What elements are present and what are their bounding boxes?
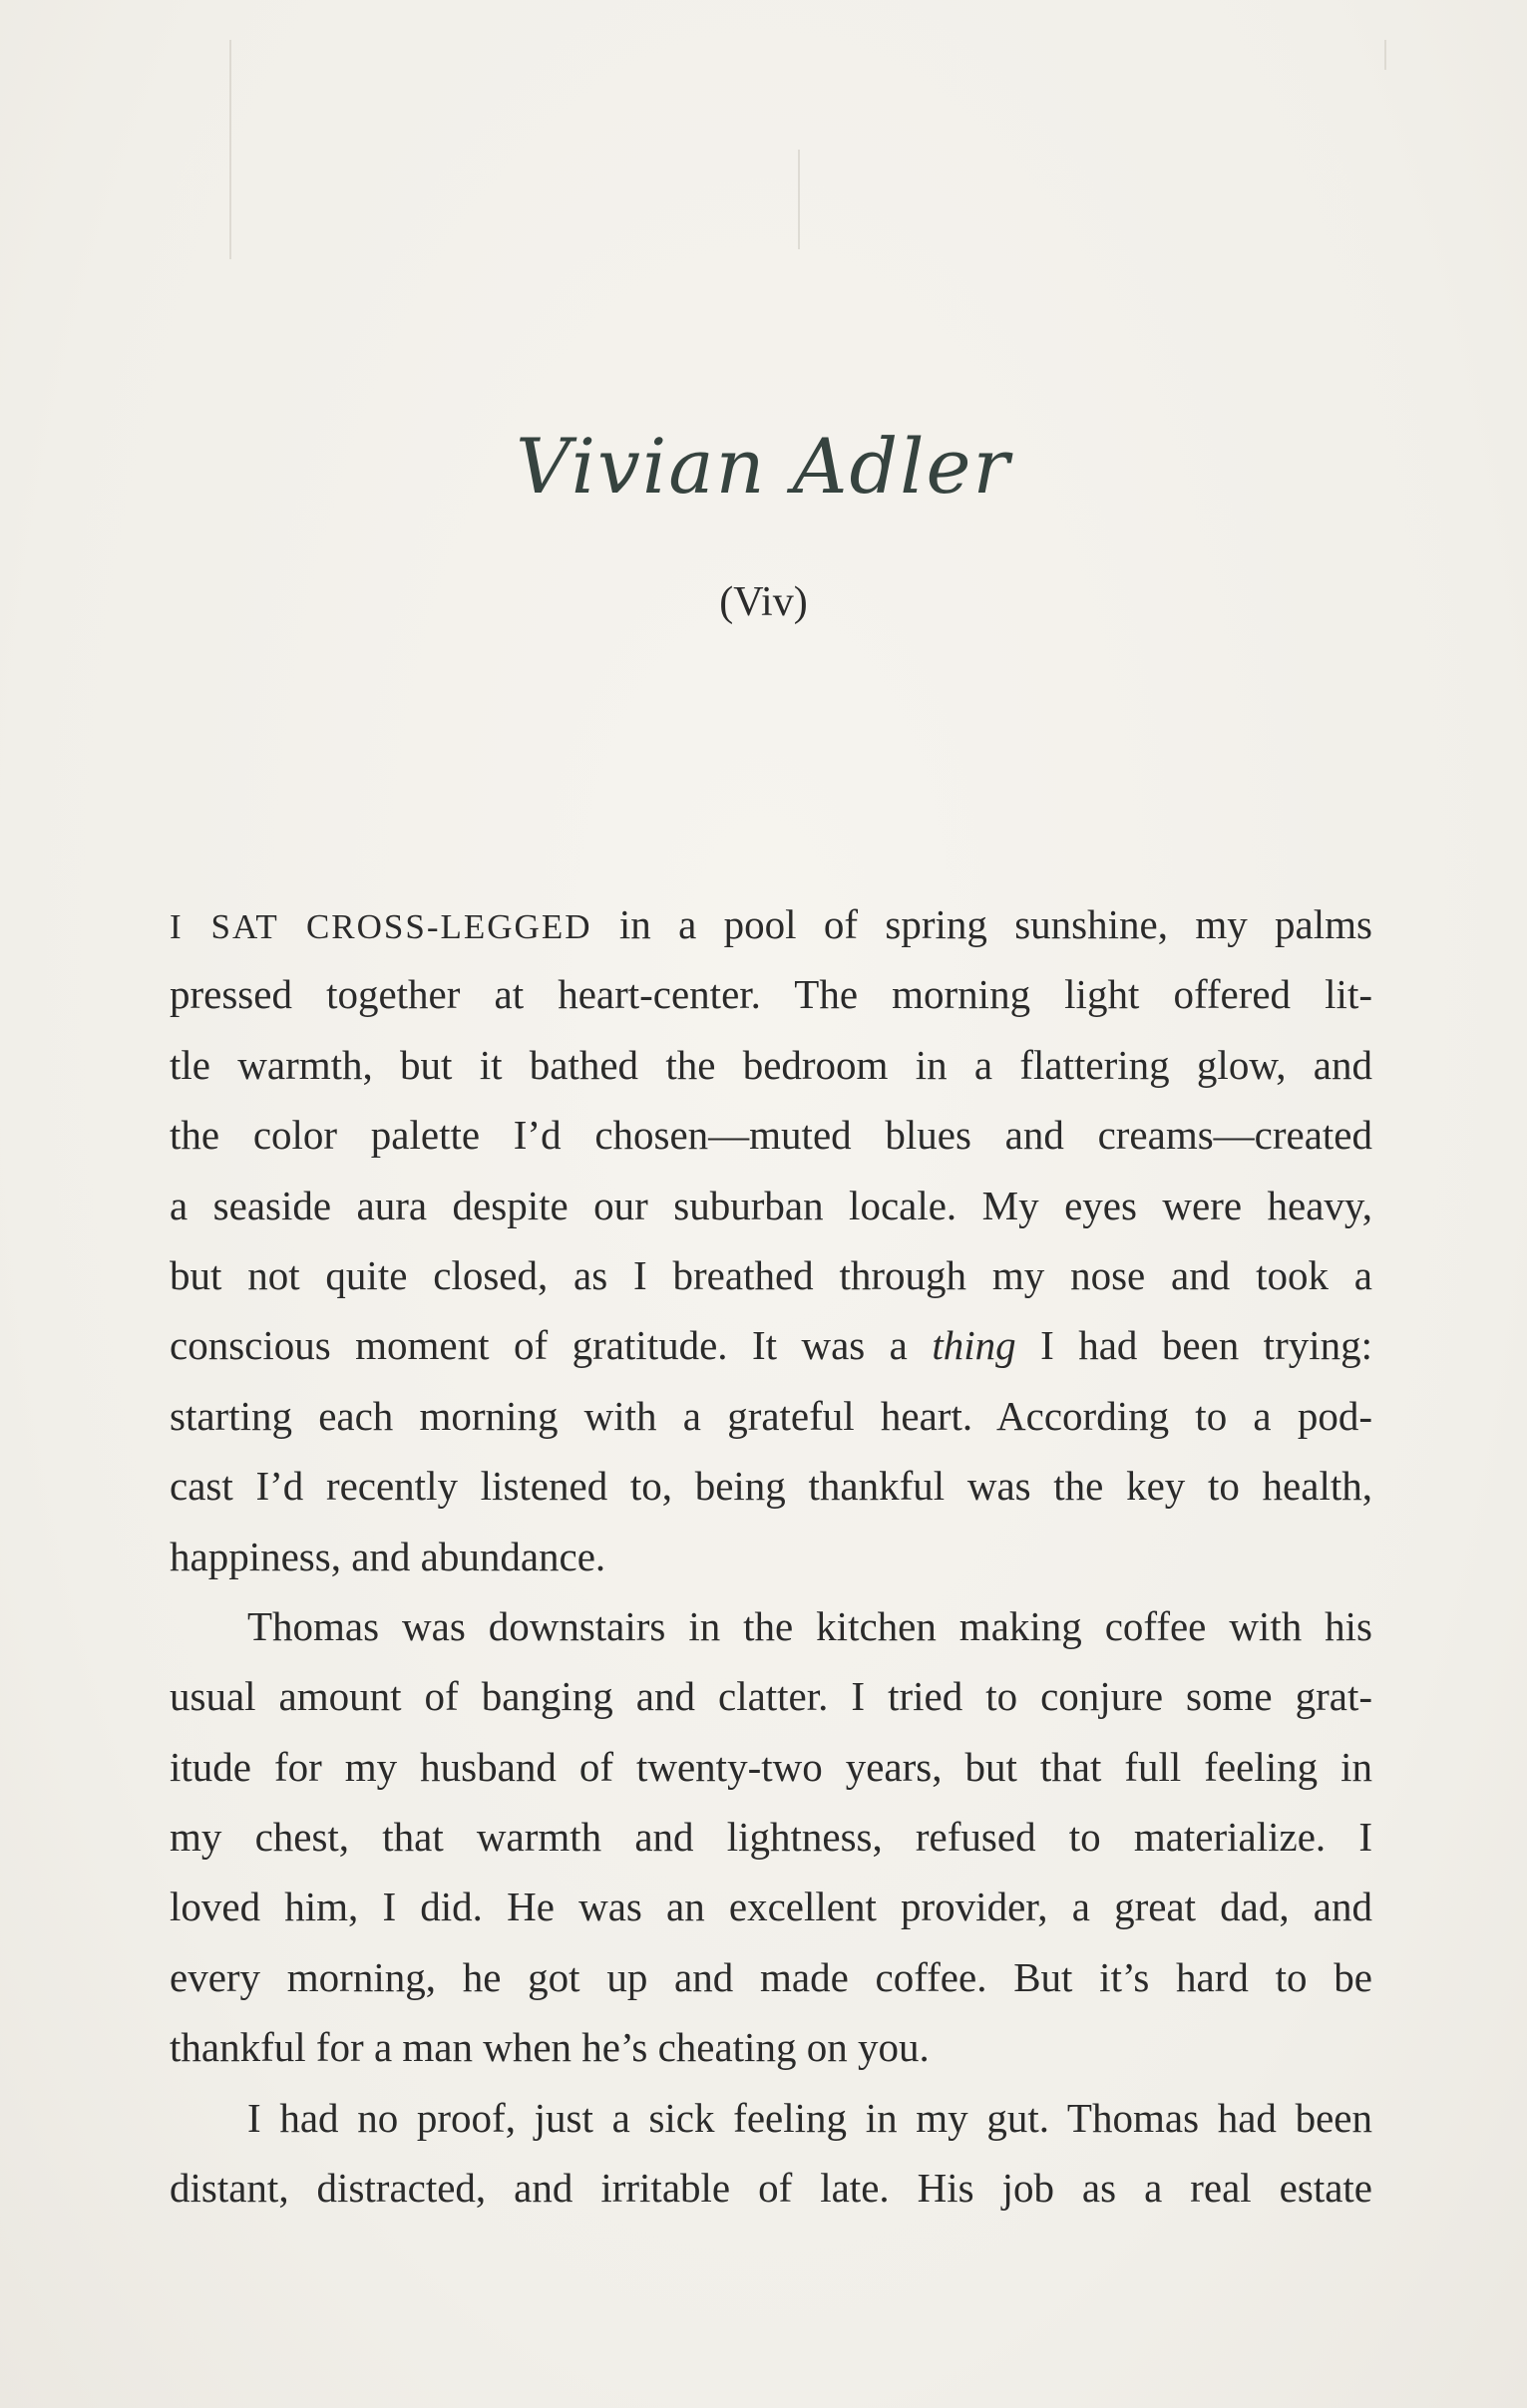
text-line-4: the color palette I’d chosen—muted blues and creams—created: [170, 1112, 1372, 1159]
text-line-17: thankful for a man when he’s cheating on you.: [170, 2024, 930, 2071]
text-line-10: happiness, and abundance.: [170, 1533, 606, 1579]
text-line-9: cast I’d recently listened to, being thankful was the key to health,: [170, 1463, 1372, 1510]
text-line-15: loved him, I did. He was an excellent provider, a great dad, and: [170, 1884, 1372, 1930]
text-line-2: pressed together at heart-center. The morning light offered lit-: [170, 971, 1372, 1018]
opening-words: I SAT CROSS-LEGGED: [170, 907, 592, 946]
scan-artifact: [798, 150, 800, 249]
chapter-title: Vivian Adler: [516, 422, 1011, 511]
text-line-19: distant, distracted, and irritable of late. His job as a real estate: [170, 2165, 1372, 2212]
text-line-13: itude for my husband of twenty-two years, but that full feeling in: [170, 1743, 1372, 1790]
text-line-8: starting each morning with a grateful heart. According to a pod-: [170, 1392, 1372, 1439]
chapter-subtitle: (Viv): [719, 579, 808, 625]
text-line-18: I had no proof, just a sick feeling in my gut. Thomas had been: [247, 2094, 1372, 2141]
text-line-11: Thomas was downstairs in the kitchen making coffee with his: [247, 1602, 1372, 1649]
text-line-7: conscious moment of gratitude. It was a thing I had been trying:: [170, 1322, 1373, 1369]
text-line-12: usual amount of banging and clatter. I tried to conjure some grat-: [170, 1673, 1372, 1720]
text-line-3: tle warmth, but it bathed the bedroom in a flattering glow, and: [170, 1041, 1372, 1088]
text-line-14: my chest, that warmth and lightness, refused to materialize. I: [170, 1814, 1372, 1861]
body-text: [170, 889, 1372, 2223]
text-line-1: I SAT CROSS-LEGGED in a pool of spring sunshine, my palms: [170, 901, 1372, 947]
scan-artifact: [229, 40, 231, 259]
emphasis: thing: [932, 1322, 1016, 1369]
text-line-16: every morning, he got up and made coffee. But it’s hard to be: [170, 1953, 1372, 2000]
scan-artifact: [1384, 40, 1386, 70]
text-line-6: but not quite closed, as I breathed through my nose and took a: [170, 1251, 1372, 1298]
text-line-5: a seaside aura despite our suburban locale. My eyes were heavy,: [170, 1182, 1372, 1228]
